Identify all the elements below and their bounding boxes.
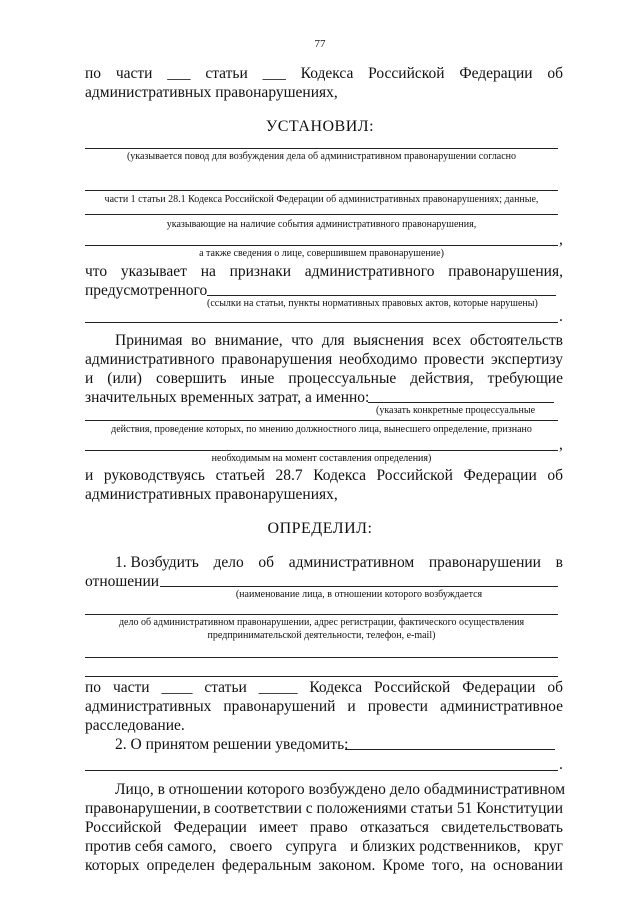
word: свидетельствовать <box>441 819 563 836</box>
word: Федерации <box>173 819 247 836</box>
hint-actions-2: действия, проведение которых, по мнению должностного лица, вынесшего определение, признано <box>111 424 532 435</box>
paragraph-1-line-2: административных правонарушениях, <box>85 84 338 101</box>
word: процессуальные <box>288 370 397 387</box>
word: административное <box>439 698 563 715</box>
word: правонарушении <box>428 554 541 571</box>
paragraph-6-line-4 <box>85 837 563 856</box>
word: Федерации <box>462 679 536 696</box>
word: об <box>547 467 563 484</box>
paragraph-6-line-3 <box>85 818 563 837</box>
word: провести <box>367 698 428 715</box>
word: право <box>309 819 348 836</box>
word: Российской <box>373 679 451 696</box>
word: провести <box>424 351 485 368</box>
paragraph-4-line-1 <box>85 466 563 485</box>
comma: , <box>559 231 563 248</box>
word: против себя самого, <box>85 838 217 855</box>
hint-provided-by: (ссылки на статьи, пункты нормативных правовых актов, которые нарушены) <box>207 298 538 309</box>
actions-field <box>368 402 554 403</box>
word: 28.7 <box>275 467 303 484</box>
word: статьи <box>204 679 247 696</box>
word: и <box>85 467 94 484</box>
word: выяснения <box>353 332 424 349</box>
word: об <box>258 554 275 571</box>
paragraph-3-line-4: значительных временных затрат, а именно: <box>85 389 370 406</box>
word: на <box>470 857 486 874</box>
word: Федерации <box>459 65 533 82</box>
word: статьей <box>215 467 265 484</box>
word: которых <box>85 857 140 874</box>
underline <box>85 322 558 323</box>
word: административных <box>85 698 212 715</box>
paragraph-6-line-5 <box>85 856 563 875</box>
word: необходимо <box>338 351 418 368</box>
word: руководствуясь <box>103 467 205 484</box>
word: и близких родственников, <box>350 838 521 855</box>
hint-established-1: (указывается повод для возбуждения дела об административном правонарушении согласно <box>126 151 517 162</box>
notify-field <box>345 749 555 750</box>
blank-field: _____ <box>258 679 298 696</box>
paragraph-6-line-2 <box>85 799 563 818</box>
paragraph-3-line-2 <box>85 350 563 369</box>
underline <box>85 770 558 771</box>
provided-by-field <box>207 295 556 296</box>
word: имеет <box>259 819 298 836</box>
word: супруга <box>285 838 337 855</box>
word: об <box>547 679 563 696</box>
period: . <box>559 756 563 773</box>
word: Российской <box>85 819 162 836</box>
word: части <box>112 679 150 696</box>
word: об <box>547 65 563 82</box>
paragraph-2-line-2: предусмотренного <box>85 282 208 299</box>
hint-regarding-1: (наименование лица, в отношении которого возбуждается <box>235 589 483 600</box>
paragraph-5-line-3: расследование. <box>85 717 185 734</box>
word: правонарушения <box>221 351 333 368</box>
word: административном <box>288 554 415 571</box>
word: внимание, <box>214 332 283 349</box>
regarding-field <box>160 586 558 587</box>
word: для <box>321 332 345 349</box>
word: правонарушении, <box>85 800 201 817</box>
word: Кодекса <box>300 65 354 82</box>
word: признаки <box>229 263 292 280</box>
word: по <box>85 679 102 696</box>
word: 1. Возбудить <box>115 554 199 571</box>
underline <box>85 676 558 677</box>
paragraph-5-line-2 <box>85 697 563 716</box>
comma: , <box>559 436 563 453</box>
word: Федерации <box>463 467 537 484</box>
word: дело <box>213 554 244 571</box>
word: Кодекса <box>309 679 363 696</box>
word: Кроме <box>382 857 425 874</box>
heading-determined: ОПРЕДЕЛИЛ: <box>267 520 373 537</box>
paragraph-6-line-1 <box>115 780 566 799</box>
paragraph-3-line-1 <box>115 331 563 350</box>
word: Российской <box>368 65 445 82</box>
word: административном <box>439 781 566 798</box>
page-number: 77 <box>314 38 326 50</box>
item-2-text: 2. О принятом решении уведомить: <box>115 736 349 753</box>
hint-established-2: части 1 статьи 28.1 Кодекса Российской Федерации об административных правонарушениях; данные, <box>104 194 539 205</box>
heading-established: УСТАНОВИЛ: <box>265 118 375 135</box>
word: Принимая <box>115 332 183 349</box>
word: по <box>85 65 102 82</box>
word: федеральным <box>221 857 312 874</box>
word: обстоятельств <box>469 332 563 349</box>
word: статьи <box>205 65 248 82</box>
paragraph-3-line-3 <box>85 369 563 388</box>
paragraph-4-line-2: административных правонарушениях, <box>85 486 338 503</box>
word: законом. <box>318 857 376 874</box>
word: Лицо, в отношении которого возбуждено дело об <box>115 781 440 798</box>
word: экспертизу <box>490 351 563 368</box>
word: что <box>291 332 314 349</box>
word: определен <box>146 857 215 874</box>
underline <box>85 148 558 149</box>
word: и <box>347 698 356 715</box>
word: действия, <box>410 370 474 387</box>
word: Российской <box>376 467 453 484</box>
word: Кодекса <box>313 467 366 484</box>
underline <box>85 190 558 191</box>
hint-regarding-2: дело об административном правонарушении, адрес регистрации, фактического осуществления <box>118 617 525 628</box>
word: всех <box>432 332 462 349</box>
word: в <box>555 554 563 571</box>
word: основании <box>492 857 563 874</box>
hint-actions-1: (указать конкретные процессуальные <box>376 405 536 416</box>
period: . <box>559 308 563 325</box>
word: что <box>85 263 108 280</box>
hint-regarding-3: предпринимательской деятельности, телефон, e-mail) <box>207 630 436 641</box>
underline <box>85 614 558 615</box>
hint-established-3: указывающие на наличие события административного правонарушения, <box>166 219 477 230</box>
word: в соответствии с положениями статьи 51 Конституции <box>203 800 563 817</box>
word: своего <box>229 838 273 855</box>
word: того, <box>431 857 464 874</box>
item-1-line-1 <box>115 553 563 572</box>
word: и <box>85 370 94 387</box>
paragraph-5-line-1 <box>85 678 563 697</box>
word: административного <box>85 351 215 368</box>
hint-established-4: а также сведения о лице, совершившем правонарушение) <box>199 248 444 259</box>
paragraph-1-line-1 <box>85 64 563 83</box>
underline <box>85 450 558 451</box>
word: указывает <box>120 263 187 280</box>
underline <box>85 214 558 215</box>
word: правонарушения, <box>448 263 563 280</box>
word: отказаться <box>360 819 429 836</box>
word: правонарушений <box>223 698 336 715</box>
word: (или) <box>107 370 142 387</box>
word: совершить <box>155 370 227 387</box>
word: административного <box>304 263 435 280</box>
word: круг <box>533 838 563 855</box>
underline <box>85 657 558 658</box>
underline <box>85 245 558 246</box>
hint-actions-3: необходимым на момент составления определения) <box>211 453 432 464</box>
paragraph-2-line-1 <box>85 262 563 281</box>
word: иные <box>240 370 275 387</box>
blank-field: ___ <box>167 65 191 82</box>
underline <box>85 420 558 421</box>
word: требующие <box>487 370 563 387</box>
blank-field: ____ <box>161 679 193 696</box>
word: во <box>191 332 207 349</box>
word: на <box>200 263 216 280</box>
blank-field: ___ <box>262 65 286 82</box>
item-1-line-2: отношении <box>85 573 160 590</box>
word: части <box>115 65 153 82</box>
